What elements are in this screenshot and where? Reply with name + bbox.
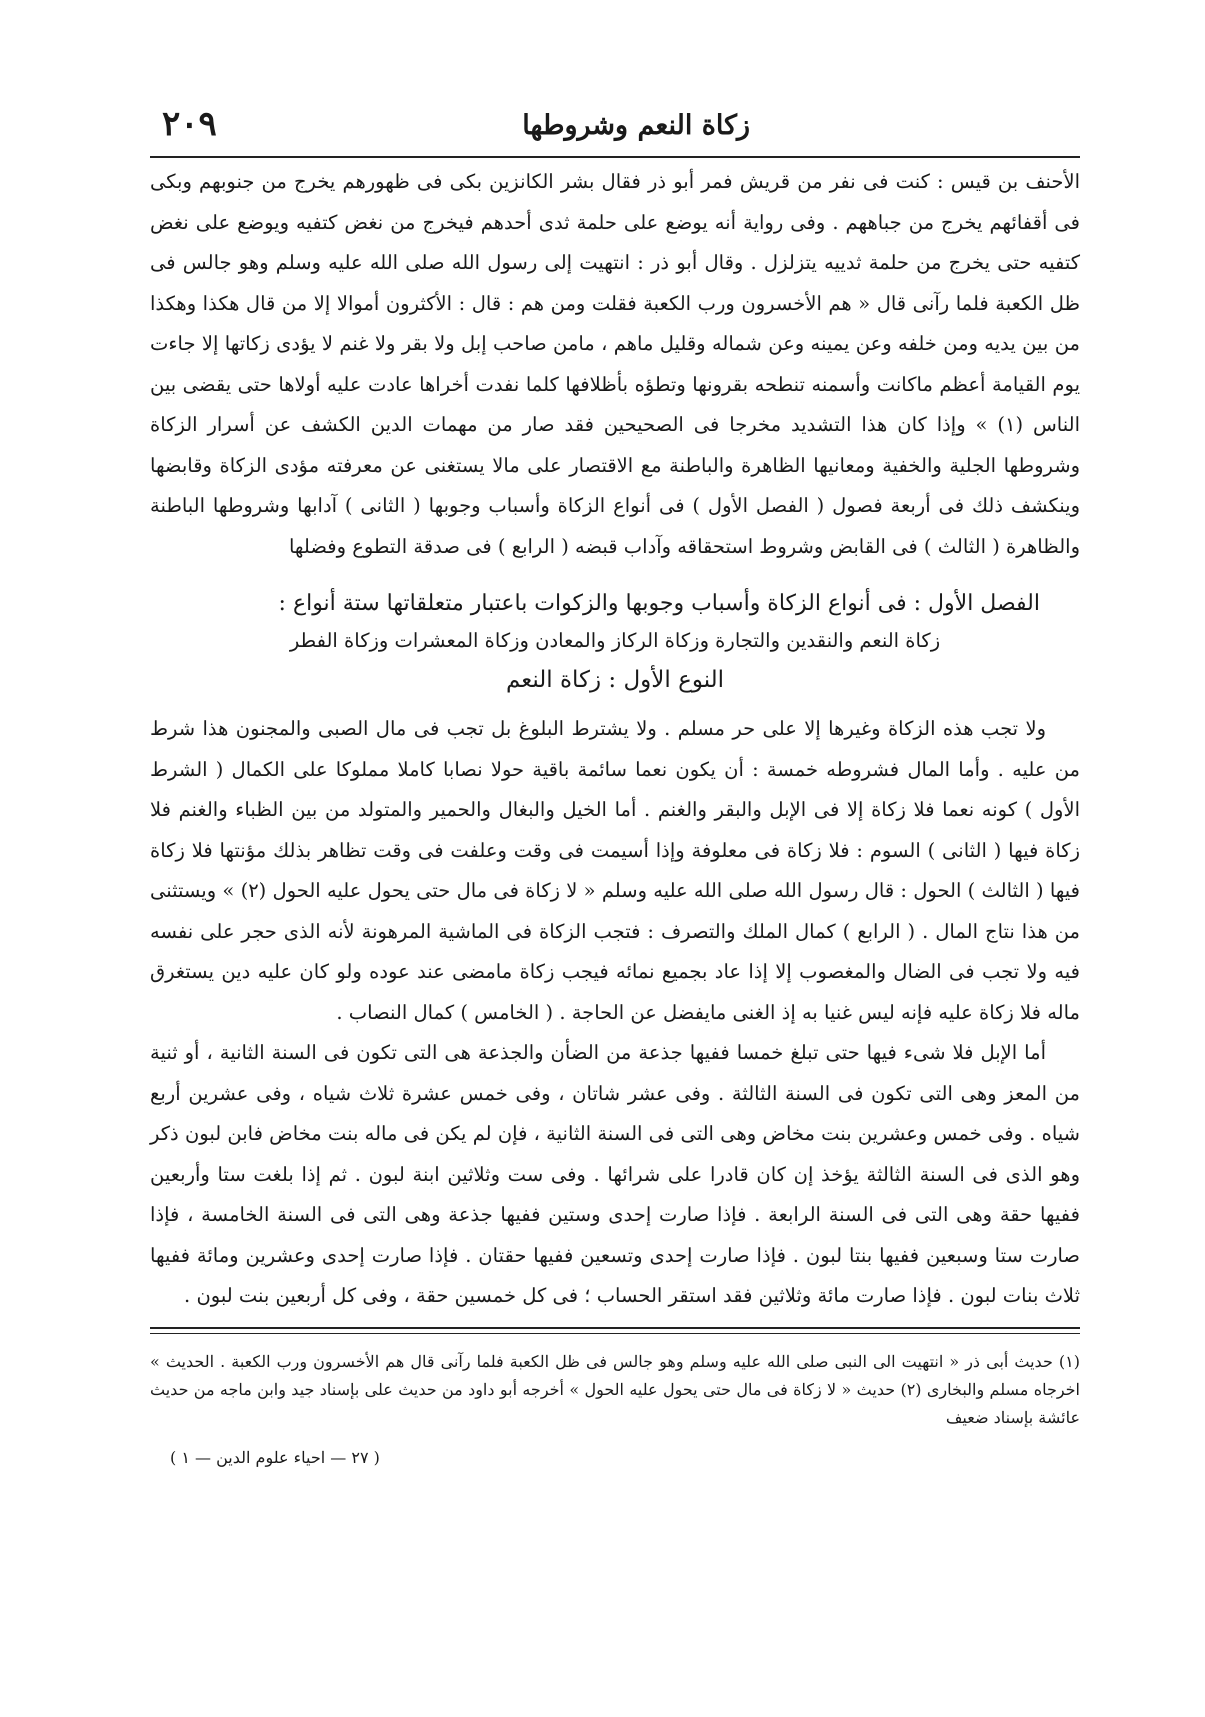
page-number: ٢٠٩: [162, 104, 217, 144]
chapter-title: زكاة النعم وشروطها: [522, 110, 750, 141]
page-header: [150, 100, 1080, 158]
section-subheading: زكاة النعم والنقدين والتجارة وزكاة الركاز والمعادن وزكاة المعشرات وزكاة الفطر: [289, 629, 941, 652]
camels-paragraph: أما الإبل فلا شىء فيها حتى تبلغ خمسا ففيها جذعة من الضأن والجذعة هى التى تكون فى السنة الثانية ، أو ثنية من المعز وهى التى تكون فى السنة الثالثة . وفى عشر شاتان ، وفى خمس عشرة ثلاث شياه ، وفى عشرين أربع شياه . وفى خمس وعشرين بنت مخاض وهى التى فى السنة الثانية ، فإن لم يكن فى ماله بنت مخاض فابن لبون ذكر وهو الذى فى السنة الثالثة يؤخذ إن كان قادرا على شرائها . وفى ست وثلاثين ابنة لبون . ثم إذا بلغت ستا وأربعين ففيها حقة وهى التى فى السنة الرابعة . فإذا صارت إحدى وستين ففيها جذعة وهى التى فى السنة الخامسة ، فإذا صارت ستا وسبعين ففيها بنتا لبون . فإذا صارت إحدى وتسعين ففيها حقتان . فإذا صارت إحدى وعشرين ومائة ففيها ثلاث بنات لبون . فإذا صارت مائة وثلاثين فقد استقر الحساب ؛ فى كل خمسين حقة ، وفى كل أربعين بنت لبون .: [150, 1041, 1080, 1307]
type-heading: النوع الأول : زكاة النعم: [505, 667, 725, 693]
intro-paragraph: الأحنف بن قيس : كنت فى نفر من قريش فمر أبو ذر فقال بشر الكانزين بكى فى ظهورهم يخرج من جنوبهم وبكى فى أقفائهم يخرج من جباههم . وفى رواية أنه يوضع على حلمة ثدى أحدهم فيخرج من نغض كتفيه ويوضع على نغض كتفيه حتى يخرج من حلمة ثدييه يتزلزل . وقال أبو ذر : انتهيت إلى رسول الله صلى الله عليه وسلم وهو جالس فى ظل الكعبة فلما رآنى قال « هم الأخسرون ورب الكعبة فقلت ومن هم : قال : الأكثرون أموالا إلا من قال هكذا وهكذا من بين يديه ومن خلفه وعن يمينه وعن شماله وقليل ماهم ، مامن صاحب إبل ولا بقر ولا غنم لا يؤدى زكاتها إلا جاءت يوم القيامة أعظم ماكانت وأسمنه تنطحه بقرونها وتطؤه بأظلافها كلما نفدت أخراها عادت عليه أولاها حتى يقضى بين الناس (١) » وإذا كان هذا التشديد مخرجا فى الصحيحين فقد صار من مهمات الدين الكشف عن أسرار الزكاة وشروطها الجلية والخفية ومعانيها الظاهرة والباطنة مع الاقتصار على مالا يستغنى عن معرفته مؤدى الزكاة وقابضها وينكشف ذلك فى أربعة فصول ( الفصل الأول ) فى أنواع الزكاة وأسباب وجوبها ( الثانى ) آدابها وشروطها الباطنة والظاهرة ( الثالث ) فى القابض وشروط استحقاقه وآداب قبضه ( الرابع ) فى صدقة التطوع وفضلها: [150, 170, 1080, 558]
conditions-paragraph: ولا تجب هذه الزكاة وغيرها إلا على حر مسلم . ولا يشترط البلوغ بل تجب فى مال الصبى والمجنون هذا شرط من عليه . وأما المال فشروطه خمسة : أن يكون نعما سائمة باقية حولا نصابا كاملا مملوكا على الكمال ( الشرط الأول ) كونه نعما فلا زكاة إلا فى الإبل والبقر والغنم . أما الخيل والبغال والحمير والمتولد من بين الظباء والغنم فلا زكاة فيها ( الثانى ) السوم : فلا زكاة فى معلوفة وإذا أسيمت فى وقت وعلفت فى وقت تظاهر بذلك مؤنتها فلا زكاة فيها ( الثالث ) الحول : قال رسول الله صلى الله عليه وسلم « لا زكاة فى مال حتى يحول عليه الحول (٢) » ويستثنى من هذا نتاج المال . ( الرابع ) كمال الملك والتصرف : فتجب الزكاة فى الماشية المرهونة لأنه الذى حجر على نفسه فيه ولا تجب فى الضال والمغصوب إلا إذا عاد بجميع نمائه فيجب زكاة مامضى عند عوده ولو كان عليه دين يستغرق ماله فلا زكاة عليه فإنه ليس غنيا به إذ الغنى مايفضل عن الحاجة . ( الخامس ) كمال النصاب .: [150, 717, 1080, 1024]
signature-line: ( ٢٧ — احياء علوم الدين — ١ ): [170, 1447, 380, 1467]
section-heading: الفصل الأول : فى أنواع الزكاة وأسباب وجوبها والزكوات باعتبار متعلقاتها ستة أنواع :: [278, 591, 1040, 616]
footnote-separator: [150, 1327, 1080, 1334]
footnotes: (١) حديث أبى ذر « انتهيت الى النبى صلى الله عليه وسلم وهو جالس فى ظل الكعبة فلما رآنى قال هم الأخسرون ورب الكعبة . الحديث » اخرجاه مسلم والبخارى (٢) حديث « لا زكاة فى مال حتى يحول عليه الحول » أخرجه أبو داود من حديث على بإسناد جيد وابن ماجه من حديث عائشة بإسناد ضعيف: [150, 1351, 1081, 1427]
book-page: [150, 100, 1080, 1680]
